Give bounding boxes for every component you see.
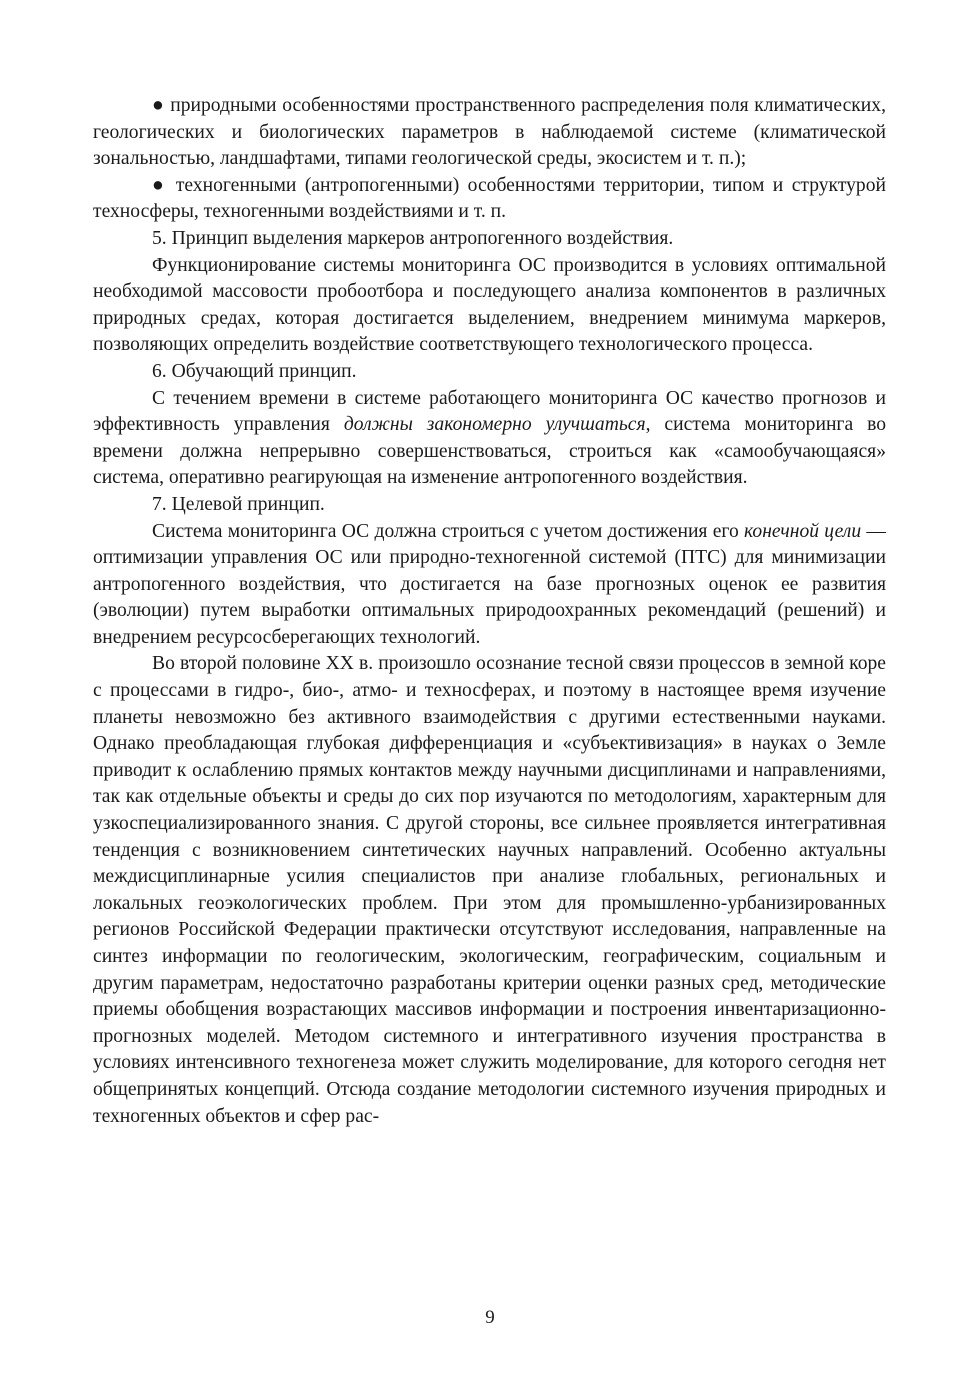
principle-6-text-start: С течением времени в системе работающего мониторинга ОС качество прогнозов и эффективность управления: [93, 387, 886, 436]
principle-7-text-end: — оптимизации управления ОС или природно-техногенной системой (ПТС) для минимизации антропогенного воздействия, что достигается на базе прогнозных оценок ее развития (эволюции) путем выработки оптимальных природоохранных рекомендаций (решений) и внедрением ресурсосберегающих технологий.: [93, 520, 886, 648]
page-number: 9: [485, 1307, 495, 1328]
principle-7-text-start: Система мониторинга ОС должна строиться с учетом достижения его: [152, 520, 744, 542]
principle-6-emphasis: должны закономерно улучшаться: [343, 414, 646, 436]
principle-6-heading: 6. Обучающий принцип.: [152, 360, 357, 382]
body-paragraph-xx-century: Во второй половине XX в. произошло осознание тесной связи процессов в земной коре с процессами в гидро-, био-, атмо- и техносферах, и поэтому в настоящее время изучение планеты невозможно без активного взаимодействия с другими естественными науками. Однако преобладающая глубокая дифференциация и «субъективизация» в науках о Земле приводит к ослаблению прямых контактов между научными дисциплинами и направлениями, так как отдельные объекты и среды до сих пор изучаются по методологиям, характерным для узкоспециализированного знания. С другой стороны, все сильнее проявляется интегративная тенденция с возникновением синтетических научных направлений. Особенно актуальны междисциплинарные усилия специалистов при анализе глобальных, региональных и локальных геоэкологических проблем. При этом для промышленно-урбанизированных регионов Российской Федерации практически отсутствуют исследования, направленные на синтез информации по геологическим, экологическим, географическим, социальным и другим параметрам, недостаточно разработаны критерии оценки разных сред, методические приемы обобщения возрастающих массивов информации и построения инвентаризационно-прогнозных моделей. Методом системного и интегративного изучения пространства в условиях интенсивного техногенеза может служить моделирование, для которого сегодня нет общепринятых концепций. Отсюда создание методологии системного изучения природных и техногенных объектов и сфер рас-: [93, 653, 886, 1127]
bullet-technogenic-features: ● техногенными (антропогенными) особенностями территории, типом и структурой техносферы, техногенными воздействиями и т. п.: [93, 174, 886, 223]
principle-7-text: [93, 519, 886, 652]
principle-7-heading: 7. Целевой принцип.: [152, 493, 325, 515]
principle-7-emphasis: конечной цели: [744, 520, 862, 542]
page-body: [93, 93, 886, 1130]
principle-6-text: [93, 386, 886, 492]
bullet-natural-features: ● природными особенностями пространственного распределения поля климатических, геологических и биологических параметров в наблюдаемой системе (климатической зональностью, ландшафтами, типами геологической среды, экосистем и т. п.);: [93, 95, 886, 170]
principle-6-text-end: , система мониторинга во времени должна непрерывно совершенствоваться, строиться как «самообучающаяся» система, оперативно реагирующая на изменение антропогенного воздействия.: [93, 414, 886, 489]
principle-5-text: Функционирование системы мониторинга ОС производится в условиях оптимальной необходимой массовости пробоотбора и последующего анализа компонентов в различных природных средах, которая достигается выделением, внедрением минимума маркеров, позволяющих определить воздействие соответствующего технологического процесса.: [93, 254, 886, 356]
principle-5-heading: 5. Принцип выделения маркеров антропогенного воздействия.: [152, 227, 674, 249]
